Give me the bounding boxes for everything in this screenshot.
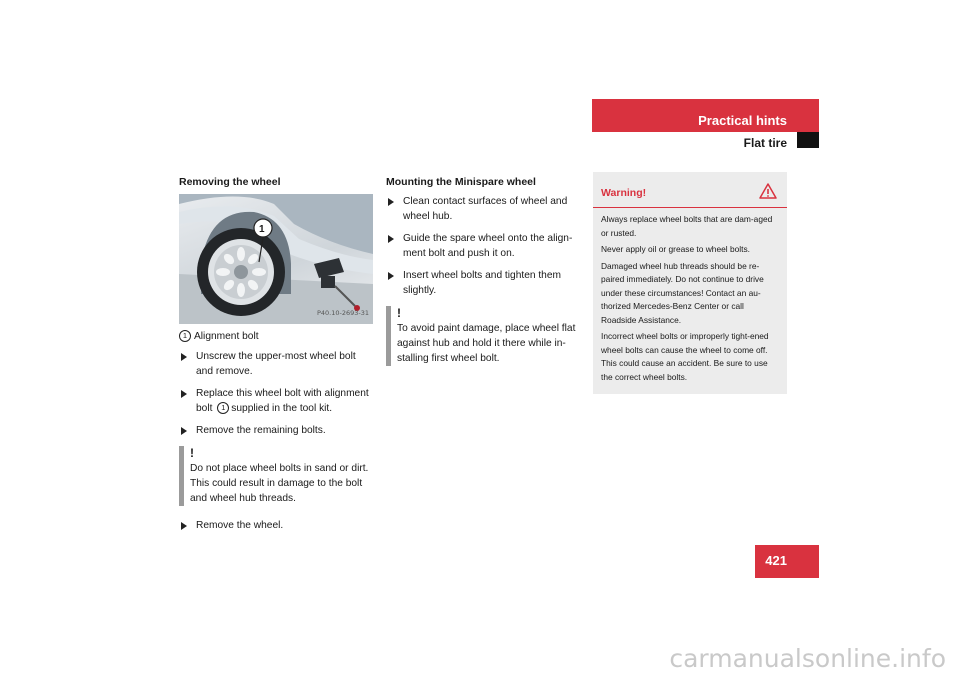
mounting-step [386,231,582,261]
removing-step [179,386,375,416]
header-band [592,99,819,132]
subsection-title: Flat tire [743,136,787,150]
arrow-bullet-icon [181,522,187,530]
exclamation-icon: ! [397,306,401,320]
step-text: Guide the spare wheel onto the align-ment bolt and push it on. [403,233,573,259]
warning-title: Warning! [601,187,647,199]
figure-callout: 1 [259,224,265,235]
warning-paragraph: Never apply oil or grease to wheel bolts. [601,244,750,254]
caution-note [386,306,582,366]
page-number: 421 [765,553,787,568]
section-title: Practical hints [698,113,787,128]
arrow-bullet-icon [388,235,394,243]
arrow-bullet-icon [181,390,187,398]
warning-triangle-icon [759,183,777,199]
mounting-step [386,268,582,298]
left-column [179,175,375,540]
warning-box [593,172,787,394]
warning-body [593,208,787,384]
caption-number: 1 [179,330,191,342]
warning-paragraph: Incorrect wheel bolts or improperly tight-ened wheel bolts can cause the wheel to come off. This could cause an accident. Be sure to use the correct wheel bolts. [601,331,769,382]
step-text: Remove the remaining bolts. [196,425,326,436]
watermark: carmanualsonline.info [669,644,946,673]
removing-step [179,518,375,533]
page-number-box [755,545,819,578]
step-text: Replace this wheel bolt with alignment bolt [196,388,369,414]
exclamation-icon: ! [190,446,194,460]
figure-reference: P40.10-2693-31 [316,309,369,317]
step-text: Clean contact surfaces of wheel and wheel hub. [403,196,568,222]
mounting-step [386,194,582,224]
arrow-bullet-icon [181,427,187,435]
removing-step [179,423,375,438]
arrow-bullet-icon [388,198,394,206]
caption-text: Alignment bolt [194,331,259,342]
warning-paragraph: Damaged wheel hub threads should be re-paired immediately. Do not continue to drive under these circumstances! Contact an au-thorized Mercedes-Benz Center or call Roadside Assistance. [601,260,764,325]
note-text: To avoid paint damage, place wheel flat against hub and hold it there while in-stalling first wheel bolt. [397,323,576,364]
arrow-bullet-icon [181,353,187,361]
removing-step [179,349,375,379]
header-tab-marker [797,132,819,148]
note-text: Do not place wheel bolts in sand or dirt. This could result in damage to the bolt and wheel hub threads. [190,463,369,504]
caution-note [179,446,375,506]
warning-header [593,172,787,208]
note-bar [386,306,391,366]
step-text: Unscrew the upper-most wheel bolt and remove. [196,351,356,377]
step-text-suffix: supplied in the tool kit. [231,403,333,414]
middle-column [386,175,582,378]
mounting-heading: Mounting the Minispare wheel [386,176,536,188]
figure-caption [179,329,375,344]
removing-wheel-heading: Removing the wheel [179,176,281,188]
step-text: Remove the wheel. [196,520,284,531]
warning-paragraph: Always replace wheel bolts that are dam-aged or rusted. [601,214,773,238]
wheel-photo [179,194,373,324]
wheel-illustration [179,194,373,324]
step-number-ref: 1 [217,402,229,414]
header-sub-row [592,132,819,150]
step-text: Insert wheel bolts and tighten them slightly. [403,270,562,296]
note-bar [179,446,184,506]
arrow-bullet-icon [388,272,394,280]
